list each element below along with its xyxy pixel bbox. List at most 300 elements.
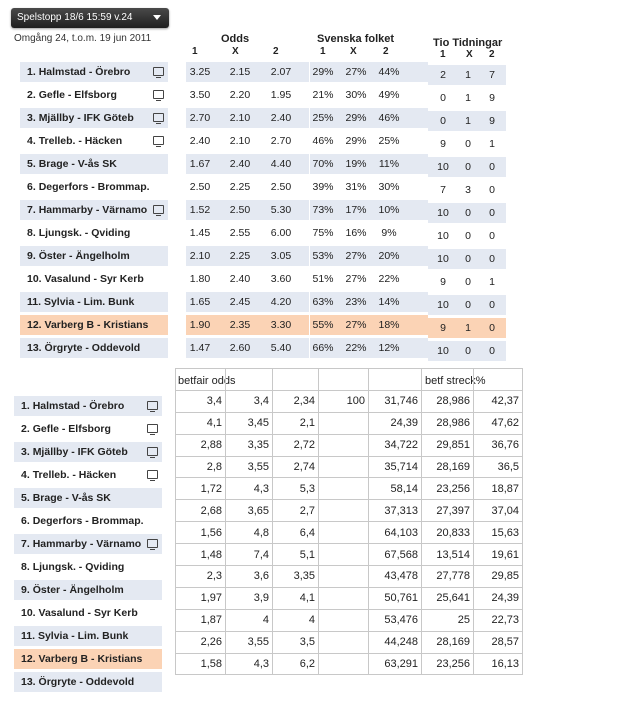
streck-cell: 36,5 — [474, 456, 523, 478]
match-number: 10. — [21, 607, 36, 619]
tio-value: 0 — [489, 322, 495, 334]
match-number: 5. — [27, 158, 36, 170]
match-name[interactable] — [14, 488, 162, 508]
odds-value: 2.15 — [229, 66, 251, 78]
odds-value: 1.52 — [189, 204, 211, 216]
tv-icon — [153, 205, 164, 214]
betfair-odds-cell: 3,5 — [273, 631, 319, 653]
streck-cell: 63,291 — [369, 653, 422, 675]
grid-header-cell — [273, 369, 319, 391]
streck-cell: 20,833 — [422, 522, 474, 544]
match-number: 9. — [21, 584, 30, 596]
match-label: Ljungsk. - Qviding — [32, 561, 125, 573]
folket-value: 22% — [378, 273, 400, 285]
tio-tidningar-title: Tio Tidningar — [433, 37, 503, 49]
match-label: Öster - Ängelholm — [32, 584, 124, 596]
folket-value: 51% — [312, 273, 334, 285]
odds-value: 2.55 — [229, 227, 251, 239]
betfair-odds-cell: 3,65 — [226, 500, 273, 522]
extra-cell — [319, 609, 369, 631]
match-label: Trelleb. - Häcken — [38, 135, 123, 147]
tio-value: 9 — [440, 276, 446, 288]
betfair-odds-cell: 2,68 — [176, 500, 226, 522]
match-number: 1. — [21, 400, 30, 412]
match-name[interactable] — [20, 315, 168, 335]
match-name[interactable] — [20, 200, 168, 220]
streck-cell: 18,87 — [474, 478, 523, 500]
odds-value: 3.50 — [189, 89, 211, 101]
tio-value: 9 — [440, 322, 446, 334]
tio-value: 0 — [489, 345, 495, 357]
tio-row — [428, 226, 506, 246]
folket-value: 55% — [312, 319, 334, 331]
match-name[interactable] — [20, 246, 168, 266]
betfair-odds-cell: 7,4 — [226, 544, 273, 566]
betfair-odds-cell: 3,4 — [226, 390, 273, 412]
match-number: 10. — [27, 273, 42, 285]
tio-value: 2 — [440, 69, 446, 81]
tio-row — [428, 249, 506, 269]
odds-value: 1.47 — [189, 342, 211, 354]
tio-value: 1 — [465, 322, 471, 334]
match-name[interactable] — [20, 154, 168, 174]
folket-value: 20% — [378, 250, 400, 262]
odds-value: 1.65 — [189, 296, 211, 308]
folket-value: 29% — [345, 112, 367, 124]
bottom-table-row — [14, 672, 162, 692]
grid-header-cell — [176, 369, 226, 391]
match-name[interactable] — [14, 557, 162, 577]
extra-cell — [319, 566, 369, 588]
folket-value: 46% — [378, 112, 400, 124]
betfair-odds-cell: 6,4 — [273, 522, 319, 544]
folket-value: 23% — [345, 296, 367, 308]
tio-value: 0 — [489, 253, 495, 265]
streck-cell: 25,641 — [422, 587, 474, 609]
odds-value: 1.95 — [270, 89, 292, 101]
grid-row — [176, 587, 523, 609]
betfair-odds-title: betfair odds — [178, 375, 236, 387]
betfair-odds-cell: 4,3 — [226, 653, 273, 675]
tv-icon — [147, 470, 158, 479]
grid-row — [176, 566, 523, 588]
match-label: Mjällby - IFK Göteb — [38, 112, 134, 124]
match-label: Ljungsk. - Qviding — [38, 227, 131, 239]
match-name[interactable] — [14, 672, 162, 692]
odds-value: 3.60 — [270, 273, 292, 285]
match-number: 12. — [27, 319, 42, 331]
betfair-odds-cell: 2,74 — [273, 456, 319, 478]
odds-value: 2.35 — [229, 319, 251, 331]
grid-header-cell — [319, 369, 369, 391]
match-name[interactable] — [14, 465, 162, 485]
streck-cell: 34,722 — [369, 434, 422, 456]
streck-cell: 50,761 — [369, 587, 422, 609]
match-number: 6. — [21, 515, 30, 527]
dropdown-label: Spelstopp 18/6 15:59 v.24 — [17, 12, 133, 23]
tio-row — [428, 341, 506, 361]
tio-value: 0 — [489, 161, 495, 173]
streck-cell: 23,256 — [422, 653, 474, 675]
folket-value: 25% — [312, 112, 334, 124]
streck-cell: 28,986 — [422, 412, 474, 434]
match-label: Trelleb. - Häcken — [32, 469, 117, 481]
betfair-odds-cell: 3,6 — [226, 566, 273, 588]
betfair-odds-cell: 4 — [226, 609, 273, 631]
tio-value: 1 — [465, 92, 471, 104]
tio-row — [428, 157, 506, 177]
match-label: Hammarby - Värnamo — [32, 538, 142, 550]
betfair-odds-cell: 2,7 — [273, 500, 319, 522]
match-number: 12. — [21, 653, 36, 665]
tio-col-2: 2 — [489, 49, 495, 60]
betfair-odds-cell: 3,9 — [226, 587, 273, 609]
odds-value: 2.20 — [229, 89, 251, 101]
streck-cell: 44,248 — [369, 631, 422, 653]
bottom-table-row — [14, 488, 162, 508]
streck-cell: 29,85 — [474, 566, 523, 588]
tio-col-1: 1 — [440, 49, 446, 60]
tio-value: 9 — [489, 115, 495, 127]
bottom-table-row — [14, 511, 162, 531]
grid-row — [176, 456, 523, 478]
folket-value: 66% — [312, 342, 334, 354]
odds-value: 4.20 — [270, 296, 292, 308]
match-label: Brage - V-ås SK — [32, 492, 111, 504]
streck-cell: 35,714 — [369, 456, 422, 478]
streck-cell: 19,61 — [474, 544, 523, 566]
extra-cell — [319, 544, 369, 566]
streck-cell: 23,256 — [422, 478, 474, 500]
streck-cell: 43,478 — [369, 566, 422, 588]
betfair-odds-cell: 3,55 — [226, 631, 273, 653]
match-name[interactable] — [20, 62, 168, 82]
folket-value: 18% — [378, 319, 400, 331]
odds-value: 2.70 — [270, 135, 292, 147]
grid-row — [176, 434, 523, 456]
match-name[interactable] — [14, 649, 162, 669]
folket-value: 31% — [345, 181, 367, 193]
match-label: Halmstad - Örebro — [32, 400, 125, 412]
tio-value: 0 — [465, 207, 471, 219]
folket-value: 53% — [312, 250, 334, 262]
svenska-folket-title: Svenska folket — [317, 33, 395, 45]
match-name[interactable] — [14, 396, 162, 416]
match-name[interactable] — [20, 223, 168, 243]
match-number: 13. — [27, 342, 42, 354]
match-name[interactable] — [14, 534, 162, 554]
streck-cell: 13,514 — [422, 544, 474, 566]
streck-cell: 27,397 — [422, 500, 474, 522]
betfair-odds-cell: 1,72 — [176, 478, 226, 500]
bottom-table-row — [14, 534, 162, 554]
odds-value: 2.50 — [229, 204, 251, 216]
tv-icon — [153, 90, 164, 99]
tio-value: 0 — [465, 161, 471, 173]
match-name[interactable] — [20, 131, 168, 151]
match-name[interactable] — [14, 626, 162, 646]
betfair-odds-cell: 4,1 — [273, 587, 319, 609]
match-label: Varberg B - Kristians — [44, 319, 149, 331]
betfair-odds-cell: 4,3 — [226, 478, 273, 500]
odds-value: 4.40 — [270, 158, 292, 170]
match-name[interactable] — [14, 603, 162, 623]
streck-cell: 53,476 — [369, 609, 422, 631]
folket-value: 12% — [378, 342, 400, 354]
tio-value: 10 — [437, 230, 449, 242]
grid-row — [176, 500, 523, 522]
odds-value: 2.50 — [189, 181, 211, 193]
streck-cell: 37,04 — [474, 500, 523, 522]
odds-value: 3.05 — [270, 250, 292, 262]
tio-col-x: X — [466, 49, 473, 60]
betfair-table — [175, 368, 523, 675]
match-number: 2. — [27, 89, 36, 101]
tio-value: 0 — [440, 92, 446, 104]
tio-row — [428, 111, 506, 131]
streck-cell: 15,63 — [474, 522, 523, 544]
streck-cell: 36,76 — [474, 434, 523, 456]
folket-value: 70% — [312, 158, 334, 170]
betfair-odds-cell: 6,2 — [273, 653, 319, 675]
tio-value: 0 — [465, 276, 471, 288]
tio-value: 9 — [440, 138, 446, 150]
odds-value: 2.10 — [229, 135, 251, 147]
tio-row — [428, 272, 506, 292]
bottom-table-row — [14, 396, 162, 416]
bottom-table-row — [14, 626, 162, 646]
betfair-odds-cell: 2,3 — [176, 566, 226, 588]
match-name[interactable] — [14, 442, 162, 462]
tio-value: 0 — [489, 207, 495, 219]
extra-cell — [319, 587, 369, 609]
tio-value: 3 — [465, 184, 471, 196]
tio-value: 0 — [440, 115, 446, 127]
extra-cell — [319, 412, 369, 434]
match-name[interactable] — [20, 269, 168, 289]
odds-col-x: X — [232, 46, 239, 57]
match-name[interactable] — [20, 292, 168, 312]
match-name[interactable] — [20, 338, 168, 358]
betfair-odds-cell: 3,4 — [176, 390, 226, 412]
tio-value: 1 — [489, 276, 495, 288]
betfair-odds-cell: 5,3 — [273, 478, 319, 500]
betfair-odds-cell: 4,8 — [226, 522, 273, 544]
match-label: Öster - Ängelholm — [38, 250, 130, 262]
tv-icon — [147, 424, 158, 433]
match-label: Gefle - Elfsborg — [38, 89, 117, 101]
match-number: 1. — [27, 66, 36, 78]
match-name[interactable] — [20, 108, 168, 128]
match-label: Degerfors - Brommap. — [32, 515, 144, 527]
streck-cell: 24,39 — [474, 587, 523, 609]
tio-value: 1 — [489, 138, 495, 150]
betfair-odds-cell: 2,1 — [273, 412, 319, 434]
betfair-odds-cell: 3,45 — [226, 412, 273, 434]
bottom-table-row — [14, 442, 162, 462]
streck-cell: 47,62 — [474, 412, 523, 434]
tio-value: 0 — [465, 253, 471, 265]
betfair-odds-cell: 3,55 — [226, 456, 273, 478]
odds-title: Odds — [221, 33, 250, 45]
betfair-odds-cell: 1,56 — [176, 522, 226, 544]
bottom-table-row — [14, 419, 162, 439]
folket-value: 25% — [378, 135, 400, 147]
bottom-table-row — [14, 465, 162, 485]
match-label: Örgryte - Oddevold — [44, 342, 141, 354]
extra-cell — [319, 478, 369, 500]
spelstopp-dropdown[interactable] — [11, 8, 169, 28]
tio-value: 10 — [437, 207, 449, 219]
tio-value: 0 — [465, 138, 471, 150]
folket-value: 39% — [312, 181, 334, 193]
tio-row — [428, 88, 506, 108]
odds-value: 2.10 — [229, 112, 251, 124]
match-number: 8. — [21, 561, 30, 573]
betfair-odds-cell: 4,1 — [176, 412, 226, 434]
grid-header-cell — [474, 369, 523, 391]
tv-icon — [153, 113, 164, 122]
betfair-odds-cell: 2,72 — [273, 434, 319, 456]
folket-value: 27% — [345, 273, 367, 285]
betfair-odds-cell: 1,97 — [176, 587, 226, 609]
bottom-table-row — [14, 603, 162, 623]
folket-value: 16% — [345, 227, 367, 239]
tv-icon — [153, 136, 164, 145]
extra-cell — [319, 434, 369, 456]
odds-col-2: 2 — [273, 46, 279, 57]
betfair-odds-cell: 3,35 — [273, 566, 319, 588]
folket-col-2: 2 — [383, 46, 389, 57]
odds-value: 5.40 — [270, 342, 292, 354]
betfair-odds-cell: 5,1 — [273, 544, 319, 566]
tio-value: 0 — [465, 345, 471, 357]
match-label: Mjällby - IFK Göteb — [32, 446, 128, 458]
grid-row — [176, 522, 523, 544]
match-number: 2. — [21, 423, 30, 435]
folket-value: 17% — [345, 204, 367, 216]
match-number: 8. — [27, 227, 36, 239]
grid-row — [176, 631, 523, 653]
streck-cell: 28,169 — [422, 456, 474, 478]
grid-header-cell — [422, 369, 474, 391]
tv-icon — [147, 447, 158, 456]
odds-value: 3.25 — [189, 66, 211, 78]
folket-value: 49% — [378, 89, 400, 101]
grid-row — [176, 478, 523, 500]
grid-row — [176, 390, 523, 412]
folket-value: 75% — [312, 227, 334, 239]
match-number: 4. — [21, 469, 30, 481]
betfair-odds-cell: 4 — [273, 609, 319, 631]
match-label: Gefle - Elfsborg — [32, 423, 111, 435]
folket-value: 21% — [312, 89, 334, 101]
tio-value: 10 — [437, 253, 449, 265]
streck-cell: 16,13 — [474, 653, 523, 675]
betfair-odds-cell: 1,58 — [176, 653, 226, 675]
bottom-table-row — [14, 557, 162, 577]
extra-cell — [319, 500, 369, 522]
match-number: 13. — [21, 676, 36, 688]
match-number: 9. — [27, 250, 36, 262]
folket-value: 29% — [345, 135, 367, 147]
grid-row — [176, 609, 523, 631]
streck-cell: 27,778 — [422, 566, 474, 588]
match-label: Hammarby - Värnamo — [38, 204, 148, 216]
folket-value: 22% — [345, 342, 367, 354]
tio-value: 1 — [465, 69, 471, 81]
chevron-down-icon — [153, 15, 161, 20]
streck-cell: 64,103 — [369, 522, 422, 544]
match-number: 11. — [27, 296, 42, 308]
tv-icon — [147, 401, 158, 410]
odds-value: 6.00 — [270, 227, 292, 239]
tio-row — [428, 65, 506, 85]
match-label: Varberg B - Kristians — [38, 653, 143, 665]
tio-value: 10 — [437, 161, 449, 173]
betfair-odds-cell: 1,48 — [176, 544, 226, 566]
folket-col-x: X — [350, 46, 357, 57]
streck-cell: 28,986 — [422, 390, 474, 412]
bottom-table-row — [14, 649, 162, 669]
folket-value: 29% — [312, 66, 334, 78]
folket-value: 44% — [378, 66, 400, 78]
odds-value: 2.40 — [229, 273, 251, 285]
streck-cell: 25 — [422, 609, 474, 631]
match-label: Halmstad - Örebro — [38, 66, 131, 78]
match-label: Sylvia - Lim. Bunk — [37, 630, 129, 642]
bottom-table-row — [14, 580, 162, 600]
odds-value: 2.07 — [270, 66, 292, 78]
extra-cell — [319, 631, 369, 653]
streck-cell: 22,73 — [474, 609, 523, 631]
folket-value: 14% — [378, 296, 400, 308]
tio-value: 9 — [489, 92, 495, 104]
tio-value: 0 — [489, 230, 495, 242]
match-number: 4. — [27, 135, 36, 147]
odds-value: 2.40 — [270, 112, 292, 124]
betfair-odds-cell: 2,88 — [176, 434, 226, 456]
match-number: 6. — [27, 181, 36, 193]
odds-value: 2.45 — [229, 296, 251, 308]
tio-value: 7 — [440, 184, 446, 196]
match-label: Örgryte - Oddevold — [38, 676, 135, 688]
tio-row — [428, 134, 506, 154]
match-name[interactable] — [20, 177, 168, 197]
match-label: Brage - V-ås SK — [38, 158, 117, 170]
match-number: 7. — [27, 204, 36, 216]
match-name[interactable] — [14, 580, 162, 600]
betfair-odds-cell: 2,8 — [176, 456, 226, 478]
match-name[interactable] — [20, 85, 168, 105]
folket-value: 73% — [312, 204, 334, 216]
folket-col-1: 1 — [320, 46, 326, 57]
match-name[interactable] — [14, 419, 162, 439]
streck-cell: 67,568 — [369, 544, 422, 566]
odds-value: 1.80 — [189, 273, 211, 285]
streck-cell: 42,37 — [474, 390, 523, 412]
streck-cell: 28,169 — [422, 631, 474, 653]
extra-cell — [319, 653, 369, 675]
odds-value: 1.90 — [189, 319, 211, 331]
odds-value: 2.60 — [229, 342, 251, 354]
folket-value: 30% — [378, 181, 400, 193]
match-number: 7. — [21, 538, 30, 550]
match-name[interactable] — [14, 511, 162, 531]
betfair-odds-cell: 3,35 — [226, 434, 273, 456]
streck-cell: 29,851 — [422, 434, 474, 456]
streck-cell: 28,57 — [474, 631, 523, 653]
